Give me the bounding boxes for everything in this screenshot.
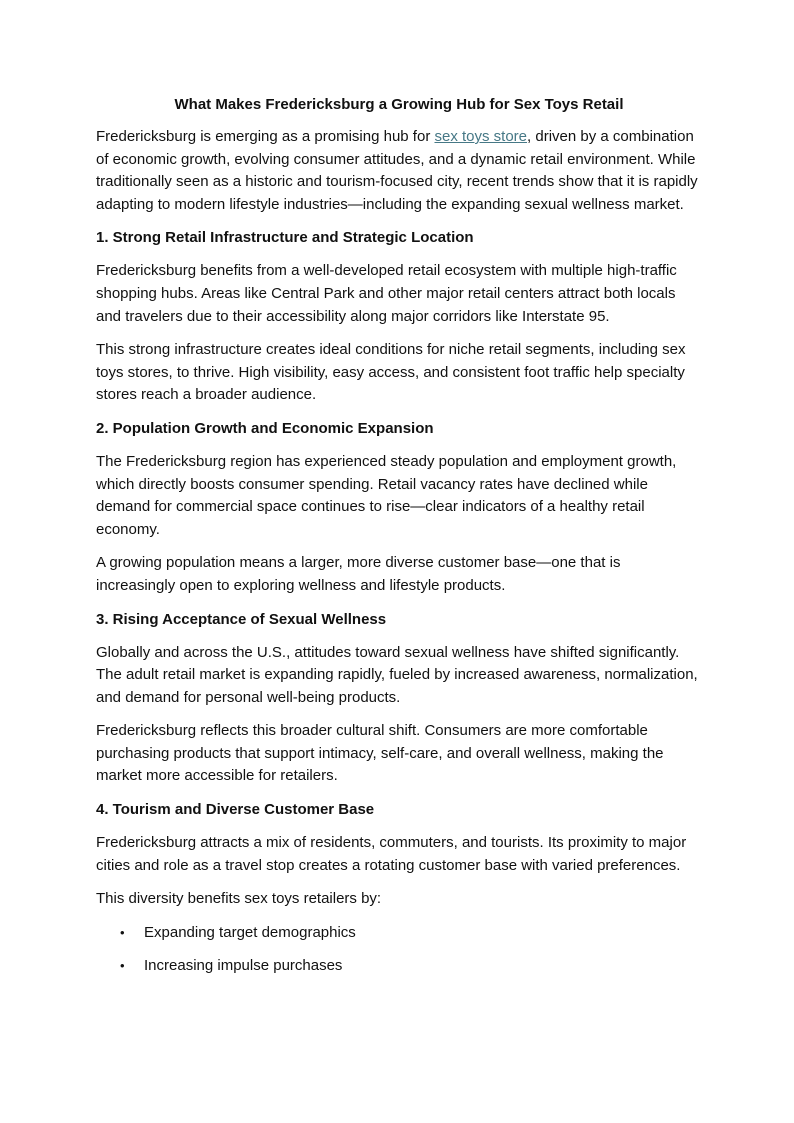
intro-text-end: , driven by a combination of economic growth, evolving consumer attitudes, and a dynamic retail environment. While traditionally seen as a historic and tourism-focused city, recent trends show that it is rapidly adapting to modern lifestyle industries—including the expanding sexual wellness market. bbox=[96, 128, 698, 213]
section-4-heading: 4. Tourism and Diverse Customer Base bbox=[96, 801, 375, 819]
section-1-paragraph-2: This strong infrastructure creates ideal conditions for niche retail segments, including sex toys stores, to thrive. High visibility, easy access, and consistent foot traffic help specialty stores reach a broader audience. bbox=[96, 341, 686, 404]
section-3-heading: 3. Rising Acceptance of Sexual Wellness bbox=[96, 610, 387, 628]
bullet-icon: • bbox=[120, 958, 125, 974]
section-2-paragraph-2: A growing population means a larger, more diverse customer base—one that is increasingly open to exploring wellness and lifestyle products. bbox=[96, 554, 621, 594]
document-body bbox=[96, 94, 702, 989]
sex-toys-store-link[interactable]: sex toys store bbox=[434, 128, 528, 145]
list-item-text: Increasing impulse purchases bbox=[144, 957, 343, 975]
section-2-heading: 2. Population Growth and Economic Expansion bbox=[96, 419, 434, 437]
section-4-paragraph-2: This diversity benefits sex toys retailers by: bbox=[96, 890, 382, 908]
intro-paragraph bbox=[96, 126, 702, 216]
list-item-text: Expanding target demographics bbox=[144, 923, 356, 941]
bullet-icon: • bbox=[120, 924, 125, 940]
list-item bbox=[96, 955, 702, 978]
section-2-paragraph-1: The Fredericksburg region has experienced steady population and employment growth, which directly boosts consumer spending. Retail vacancy rates have declined while demand for commercial space continues to rise—clear indicators of a healthy retail economy. bbox=[96, 452, 677, 538]
section-3-paragraph-2: Fredericksburg reflects this broader cultural shift. Consumers are more comfortable purchasing products that support intimacy, self-care, and overall wellness, making the market more accessible for retailers. bbox=[96, 722, 664, 785]
intro-text-start: Fredericksburg is emerging as a promising hub for bbox=[96, 128, 435, 145]
section-3-paragraph-1: Globally and across the U.S., attitudes toward sexual wellness have shifted significantly. The adult retail market is expanding rapidly, fueled by increased awareness, normalization, and demand for personal well-being products. bbox=[96, 643, 698, 706]
document-title: What Makes Fredericksburg a Growing Hub for Sex Toys Retail bbox=[174, 96, 624, 113]
section-1-heading: 1. Strong Retail Infrastructure and Strategic Location bbox=[96, 229, 474, 247]
list-item bbox=[96, 922, 702, 945]
section-1-paragraph-1: Fredericksburg benefits from a well-developed retail ecosystem with multiple high-traffic shopping hubs. Areas like Central Park and other major retail centers attract both locals and travelers due to their accessibility along major corridors like Interstate 95. bbox=[96, 262, 677, 325]
section-4-paragraph-1: Fredericksburg attracts a mix of residents, commuters, and tourists. Its proximity to major cities and role as a travel stop creates a rotating customer base with varied preferences. bbox=[96, 834, 687, 874]
benefits-list bbox=[96, 922, 702, 978]
